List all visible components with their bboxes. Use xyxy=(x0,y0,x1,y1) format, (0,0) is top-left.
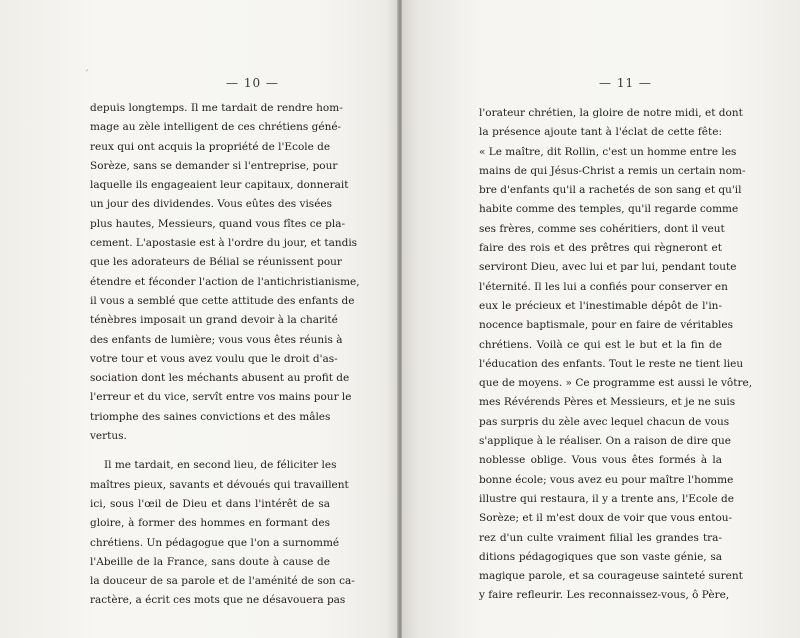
text-line: ténèbres imposait un grand devoir à la charité xyxy=(90,314,338,327)
page-number-11: — 11 — xyxy=(599,76,652,90)
text-line: eux le précieux et l'inestimable dépôt de l'in- xyxy=(479,299,722,312)
text-line: triomphe des saines convictions et des mâles xyxy=(90,410,331,423)
text-line: il vous a semblé que cette attitude des enfants de xyxy=(90,294,355,307)
text-line: mage au zèle intelligent de ces chrétiens géné- xyxy=(90,121,342,134)
right-page xyxy=(402,0,800,638)
text-line: l'éducation des enfants. Tout le reste ne tient lieu xyxy=(479,357,744,370)
text-line: la douceur de sa parole et de l'aménité de son ca- xyxy=(90,575,355,588)
text-line: vertus. xyxy=(90,430,127,443)
text-line: des enfants de lumière; vous vous êtes réunis à xyxy=(90,333,343,346)
text-line: sociation dont les méchants abusent au profit de xyxy=(90,372,350,385)
text-line: l'éternité. Il les lui a confiés pour conserver en xyxy=(479,280,728,293)
text-line: mes Révérends Pères et Messieurs, et je ne suis xyxy=(479,396,736,409)
text-line: que les adorateurs de Bélial se réunissent pour xyxy=(90,256,342,269)
text-line: étendre et féconder l'action de l'antichristianisme, xyxy=(90,275,360,288)
text-line: ditions pédagogiques que son vaste génie, sa xyxy=(479,550,722,563)
text-line: Sorèze, sans se demander si l'entreprise, pour xyxy=(90,159,338,172)
text-line: rez d'un culte vraiment filial les grandes tra- xyxy=(479,531,722,544)
text-line: magique parole, et sa courageuse sainteté surent xyxy=(479,570,743,583)
text-line: nocence baptismale, pour en faire de véritables xyxy=(479,319,734,332)
text-line: ses frères, comme ses cohéritiers, dont il veut xyxy=(479,222,725,235)
text-line: Sorèze; et il m'est doux de voir que vous entou- xyxy=(479,512,733,525)
text-line: l'erreur et du vice, servît entre vos mains pour le xyxy=(90,391,352,404)
text-line: l'Abeille de la France, sans doute à cause de xyxy=(90,555,330,568)
text-line: illustre qui restaura, il y a trente ans, l'Ecole de xyxy=(479,492,734,505)
text-line: s'applique à le réaliser. On a raison de dire que xyxy=(479,435,731,448)
text-line: que de moyens. » Ce programme est aussi le vôtre, xyxy=(479,377,753,390)
text-line: y faire refleurir. Les reconnaissez-vous, ô Père, xyxy=(479,589,730,602)
text-line: reux qui ont acquis la propriété de l'Ecole de xyxy=(90,140,331,153)
text-line: depuis longtemps. Il me tardait de rendre hom- xyxy=(90,102,343,114)
page-number-10: — 10 — xyxy=(226,76,279,90)
text-line: gloire, à former des hommes en formant des xyxy=(90,517,330,530)
paragraph-1 xyxy=(90,99,360,446)
left-page: ˊ — 10 — depuis longtemps. Il me tardait de rendre hom- mage au zèle intelligent de ces chrétiens géné- reux qui ont acquis la propriété de l'Ecole de Sorèze, sans se demander si l'entreprise, pour laquelle ils engageaient leur capitaux, donnerait un jour des dividendes. Vous eûtes des visées plus hautes, Messieurs, quand vous fîtes ce pla- cement. L'apostasie est à l'ordre du jour, et tandis que les adorateurs de Bélial se réunissent pour étendre et féconder l'action de l'antichristianisme, il vous a semblé que cette attitude des enfants de ténèbres imposait un grand devoir à la charité des enfants de lumière; vous vous êtes réunis à votre tour et vous avez voulu que le droit d'as- sociation dont les méchants abusent au profit de l'erreur et du vice, servît entre vos mains pour le triomphe des saines convictions et des mâles vertus. Il me tardait, en second lieu, de féliciter les maîtres pieux, savants et dévoués qui travaillent ici, sous l'œil de Dieu et dans l'intérêt de sa gloire, à former des hommes en formant des chrétiens. Un pédagogue que l'on a surnommé l'Abeille de la France, sans doute à cause de la douceur de sa parole et de l'aménité de son ca- ractère, a écrit ces mots que ne désavouera pas xyxy=(0,0,398,638)
text-line: chrétiens. Voilà ce qui est le but et la fin de xyxy=(479,338,722,351)
left-text-block xyxy=(90,99,360,611)
text-line: serviront Dieu, avec lui et par lui, pendant toute xyxy=(479,261,737,274)
text-line: bre d'enfants qu'il a rachetés de son sang et qu'il xyxy=(479,184,742,197)
text-line: ractère, a écrit ces mots que ne désavouera pas xyxy=(90,594,346,607)
text-line: pas surpris du zèle avec lequel chacun de vous xyxy=(479,415,730,428)
text-line: l'orateur chrétien, la gloire de notre midi, et dont xyxy=(479,107,743,119)
text-line: un jour des dividendes. Vous eûtes des visées xyxy=(90,198,333,211)
text-line: Il me tardait, en second lieu, de féliciter les xyxy=(104,459,337,472)
text-line: faire des rois et des prêtres qui règneront et xyxy=(479,242,722,255)
text-line: laquelle ils engageaient leur capitaux, donnerait xyxy=(90,179,349,192)
text-line: plus hautes, Messieurs, quand vous fîtes ce pla- xyxy=(90,217,346,230)
text-line: noblesse oblige. Vous vous êtes formés à la xyxy=(479,454,722,467)
text-line: votre tour et vous avez voulu que le droit d'as- xyxy=(90,352,338,365)
text-line: maîtres pieux, savants et dévoués qui travaillent xyxy=(90,478,349,491)
paragraph-2 xyxy=(90,456,355,610)
right-text-block xyxy=(479,104,753,606)
text-line: bonne école; vous avez eu pour maître l'homme xyxy=(479,473,734,486)
text-line: ici, sous l'œil de Dieu et dans l'intérêt de sa xyxy=(90,497,330,510)
paragraph-continued xyxy=(479,104,753,606)
text-line: habite comme des temples, qu'il regarde comme xyxy=(479,203,739,216)
text-line: chrétiens. Un pédagogue que l'on a surnommé xyxy=(90,536,340,549)
text-line: « Le maître, dit Rollin, c'est un homme entre les xyxy=(479,145,737,158)
text-line: mains de qui Jésus-Christ a remis un certain nom- xyxy=(479,164,746,177)
text-line: cement. L'apostasie est à l'ordre du jour, et tandis xyxy=(90,237,358,250)
text-line: la présence ajoute tant à l'éclat de cette fête: xyxy=(479,126,722,139)
